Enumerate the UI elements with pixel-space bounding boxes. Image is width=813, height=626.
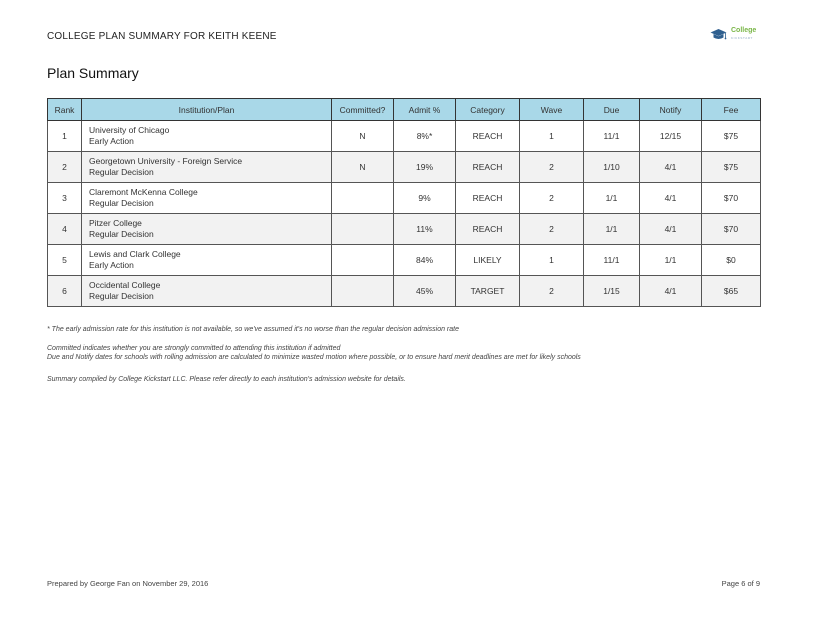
institution-cell [82, 121, 332, 152]
due-cell: 1/10 [584, 152, 640, 183]
category-cell: REACH [456, 121, 520, 152]
table-row [48, 245, 761, 276]
wave-cell: 1 [520, 245, 584, 276]
table-header-row [48, 99, 761, 121]
column-header-fee: Fee [702, 99, 761, 121]
due-cell: 1/1 [584, 214, 640, 245]
notify-cell: 1/1 [640, 245, 702, 276]
institution-cell [82, 245, 332, 276]
admit-cell: 11% [394, 214, 456, 245]
logo-subtext: KICKSTART [731, 36, 753, 40]
committed-cell [332, 245, 394, 276]
wave-cell: 2 [520, 214, 584, 245]
dates-note: Due and Notify dates for schools with rolling admission are calculated to minimize wasted motion where possible, or to ensure hard merit deadlines are met for likely schools [47, 354, 581, 361]
rank-cell: 2 [48, 152, 82, 183]
category-cell: REACH [456, 183, 520, 214]
page-number: Page 6 of 9 [721, 579, 760, 588]
plan-name: Early Action [89, 260, 134, 270]
fee-cell: $65 [702, 276, 761, 307]
plan-name: Regular Decision [89, 291, 154, 301]
notify-cell: 4/1 [640, 152, 702, 183]
fee-cell: $70 [702, 214, 761, 245]
section-title: Plan Summary [47, 65, 139, 81]
institution-name: University of Chicago [89, 125, 170, 135]
notify-cell: 4/1 [640, 276, 702, 307]
institution-name: Georgetown University - Foreign Service [89, 156, 243, 166]
fee-cell: $75 [702, 152, 761, 183]
institution-cell [82, 214, 332, 245]
institution-name: Claremont McKenna College [89, 187, 198, 197]
admit-cell: 19% [394, 152, 456, 183]
institution-name: Lewis and Clark College [89, 249, 181, 259]
committed-cell [332, 276, 394, 307]
wave-cell: 2 [520, 152, 584, 183]
table-row [48, 183, 761, 214]
table-row [48, 121, 761, 152]
plan-name: Regular Decision [89, 229, 154, 239]
category-cell: REACH [456, 214, 520, 245]
table-row [48, 152, 761, 183]
wave-cell: 1 [520, 121, 584, 152]
due-cell: 1/15 [584, 276, 640, 307]
college-kickstart-logo [710, 27, 766, 43]
committed-cell: N [332, 121, 394, 152]
table-row [48, 276, 761, 307]
admit-cell: 8%* [394, 121, 456, 152]
admission-rate-footnote: * The early admission rate for this institution is not available, so we've assumed it's no worse than the regular decision admission rate [47, 326, 459, 333]
column-header-institution: Institution/Plan [82, 99, 332, 121]
category-cell: LIKELY [456, 245, 520, 276]
due-cell: 1/1 [584, 183, 640, 214]
category-cell: REACH [456, 152, 520, 183]
plan-name: Early Action [89, 136, 134, 146]
column-header-admit: Admit % [394, 99, 456, 121]
column-header-category: Category [456, 99, 520, 121]
due-cell: 11/1 [584, 245, 640, 276]
plan-name: Regular Decision [89, 198, 154, 208]
notify-cell: 4/1 [640, 183, 702, 214]
rank-cell: 1 [48, 121, 82, 152]
committed-cell [332, 214, 394, 245]
column-header-wave: Wave [520, 99, 584, 121]
admit-cell: 9% [394, 183, 456, 214]
column-header-due: Due [584, 99, 640, 121]
institution-cell [82, 183, 332, 214]
committed-cell: N [332, 152, 394, 183]
wave-cell: 2 [520, 276, 584, 307]
column-header-notify: Notify [640, 99, 702, 121]
institution-name: Occidental College [89, 280, 161, 290]
column-header-committed: Committed? [332, 99, 394, 121]
logo-wordmark: College [731, 27, 757, 34]
fee-cell: $75 [702, 121, 761, 152]
institution-cell [82, 152, 332, 183]
rank-cell: 4 [48, 214, 82, 245]
plan-summary-table [47, 98, 761, 307]
committed-cell [332, 183, 394, 214]
plan-name: Regular Decision [89, 167, 154, 177]
rank-cell: 3 [48, 183, 82, 214]
prepared-by-footer: Prepared by George Fan on November 29, 2016 [47, 579, 209, 588]
notify-cell: 4/1 [640, 214, 702, 245]
notify-cell: 12/15 [640, 121, 702, 152]
fee-cell: $0 [702, 245, 761, 276]
admit-cell: 45% [394, 276, 456, 307]
category-cell: TARGET [456, 276, 520, 307]
admit-cell: 84% [394, 245, 456, 276]
due-cell: 11/1 [584, 121, 640, 152]
graduation-cap-icon [710, 28, 727, 42]
table-row [48, 214, 761, 245]
institution-cell [82, 276, 332, 307]
compiled-note: Summary compiled by College Kickstart LLC. Please refer directly to each institution's admission website for details. [47, 376, 406, 383]
committed-note: Committed indicates whether you are strongly committed to attending this institution if admitted [47, 345, 341, 352]
institution-name: Pitzer College [89, 218, 142, 228]
wave-cell: 2 [520, 183, 584, 214]
rank-cell: 6 [48, 276, 82, 307]
document-title: COLLEGE PLAN SUMMARY FOR KEITH KEENE [47, 31, 277, 42]
fee-cell: $70 [702, 183, 761, 214]
column-header-rank: Rank [48, 99, 82, 121]
rank-cell: 5 [48, 245, 82, 276]
